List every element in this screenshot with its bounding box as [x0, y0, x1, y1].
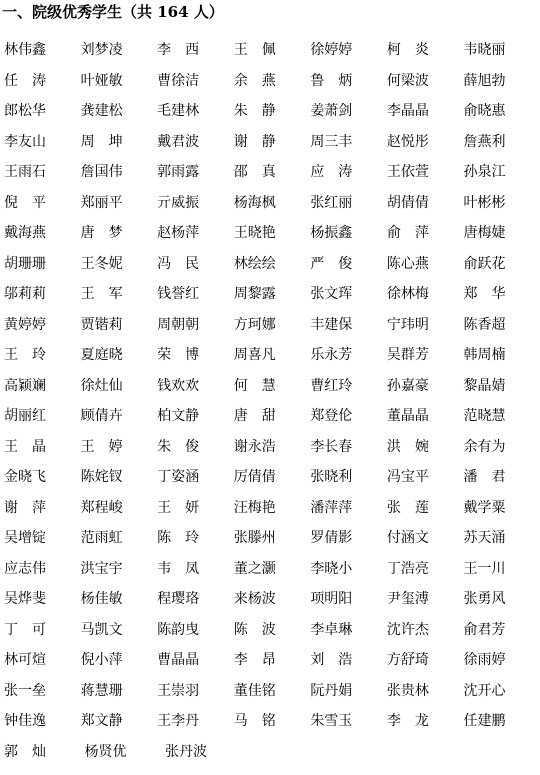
student-name: 薛旭勃: [463, 72, 506, 89]
student-name: 徐林梅: [386, 286, 429, 303]
student-name: 高颖斓: [4, 377, 46, 394]
student-name: 罗倩影: [310, 530, 353, 547]
student-name: 唐梅婕: [463, 225, 506, 242]
student-name: 韦晓丽: [463, 42, 506, 59]
student-name: 阮丹娟: [310, 682, 353, 699]
student-name: 张贵林: [386, 682, 429, 699]
student-name: 陈心燕: [386, 255, 429, 272]
student-name: 叶彬彬: [463, 194, 506, 211]
student-name: 俞 萍: [386, 225, 429, 242]
student-name: 赵悦彤: [386, 133, 429, 150]
name-row: [4, 371, 540, 402]
student-name: 朱 静: [233, 103, 276, 120]
student-name: 李长春: [310, 438, 353, 455]
student-name: 汪梅艳: [233, 499, 276, 516]
student-name: 郑 华: [463, 286, 506, 303]
student-name: 董之灏: [233, 560, 276, 577]
student-name: 曹徐洁: [157, 72, 200, 89]
student-name: 陈韵曳: [157, 621, 200, 638]
student-name: 乐永芳: [310, 347, 353, 364]
name-row: [4, 706, 540, 737]
student-name: 詹国伟: [80, 164, 123, 181]
student-name: 唐 梦: [80, 225, 123, 242]
name-row: [4, 737, 540, 768]
student-name: 邵 真: [233, 164, 276, 181]
student-name: 韩周楠: [463, 347, 506, 364]
student-name: 沈开心: [463, 682, 506, 699]
student-name: 郭 灿: [4, 743, 46, 760]
student-name: 余 燕: [233, 72, 276, 89]
student-name: 郑程峻: [80, 499, 123, 516]
student-name: 丁姿涵: [157, 469, 200, 486]
student-name: 郭雨露: [157, 164, 200, 181]
name-row: [4, 493, 540, 524]
student-name: 李 西: [157, 42, 200, 59]
student-name-grid: [4, 35, 540, 767]
student-name: 刘梦凌: [80, 42, 123, 59]
student-name: 吴增锭: [4, 530, 46, 547]
student-name: 潘萍萍: [310, 499, 353, 516]
name-row: [4, 462, 540, 493]
name-row: [4, 584, 540, 615]
student-name: 范雨虹: [80, 530, 123, 547]
student-name: 陈香超: [463, 316, 506, 333]
student-name: 毛建林: [157, 103, 200, 120]
student-name: 陈 波: [233, 621, 276, 638]
student-name: 王 妍: [157, 499, 200, 516]
student-name: 丰建保: [310, 316, 353, 333]
name-row: [4, 523, 540, 554]
name-row: [4, 96, 540, 127]
student-name: 朱雪玉: [310, 713, 353, 730]
student-name: 贾锴莉: [80, 316, 123, 333]
student-name: 俞君芳: [463, 621, 506, 638]
student-name: 洪宝宇: [80, 560, 123, 577]
student-name: 王 晶: [4, 438, 46, 455]
student-name: 柯 炎: [386, 42, 429, 59]
student-name: 宁玮明: [386, 316, 429, 333]
student-name: 李晶晶: [386, 103, 429, 120]
student-name: 曹红玲: [310, 377, 353, 394]
student-name: 韦 凤: [157, 560, 200, 577]
student-name: 唐 甜: [233, 408, 276, 425]
name-row: [4, 615, 540, 646]
student-name: 应志伟: [4, 560, 46, 577]
student-name: 潘 君: [463, 469, 506, 486]
student-name: 杨贤优: [84, 743, 127, 760]
student-name: 顾倩卉: [80, 408, 123, 425]
student-name: 张滕州: [233, 530, 276, 547]
student-name: 余有为: [463, 438, 506, 455]
student-name: 林可煊: [4, 652, 46, 669]
student-name: 郑登伦: [310, 408, 353, 425]
section-heading: 一、院级优秀学生（共 164 人）: [2, 3, 224, 21]
student-name: 钟佳逸: [4, 713, 46, 730]
student-name: 王雨石: [4, 164, 46, 181]
student-name: 陈 玲: [157, 530, 200, 547]
student-name: 王依萱: [386, 164, 429, 181]
student-name: 吴烨斐: [4, 591, 46, 608]
student-name: 王 军: [80, 286, 123, 303]
student-name: 戴学粟: [463, 499, 506, 516]
student-name: 柏文静: [157, 408, 200, 425]
student-name: 周 坤: [80, 133, 123, 150]
student-name: 倪小萍: [80, 652, 123, 669]
student-name: 王冬妮: [80, 255, 123, 272]
student-name: 钱欢欢: [157, 377, 200, 394]
student-name: 戴君波: [157, 133, 200, 150]
student-name: 胡倩倩: [386, 194, 429, 211]
student-name: 周喜凡: [233, 347, 276, 364]
name-row: [4, 432, 540, 463]
name-row: [4, 676, 540, 707]
student-name: 郑文静: [80, 713, 123, 730]
student-name: 谢 静: [233, 133, 276, 150]
student-name: 何梁波: [386, 72, 429, 89]
student-name: 陈姹钗: [80, 469, 123, 486]
student-name: 李 昂: [233, 652, 276, 669]
student-name: 王崇羽: [157, 682, 200, 699]
student-name: 詹燕利: [463, 133, 506, 150]
student-name: 李卓琳: [310, 621, 353, 638]
student-name: 胡珊珊: [4, 255, 46, 272]
student-name: 夏庭晓: [80, 347, 123, 364]
student-name: 王李丹: [157, 713, 200, 730]
student-name: 姜萧剑: [310, 103, 353, 120]
student-name: 洪 婉: [386, 438, 429, 455]
student-name: 王一川: [463, 560, 506, 577]
student-name: 王 婷: [80, 438, 123, 455]
student-name: 谢永浩: [233, 438, 276, 455]
student-name: 张 莲: [386, 499, 429, 516]
name-row: [4, 218, 540, 249]
student-name: 郎松华: [4, 103, 46, 120]
student-name: 方舒琦: [386, 652, 429, 669]
student-name: 张文珲: [310, 286, 353, 303]
student-name: 鲁 炳: [310, 72, 353, 89]
student-name: 金晓飞: [4, 469, 46, 486]
student-name: 俞晓惠: [463, 103, 506, 120]
student-name: 马 铭: [233, 713, 276, 730]
student-name: 王 玲: [4, 347, 46, 364]
student-name: 王晓艳: [233, 225, 276, 242]
student-name: 孙泉江: [463, 164, 506, 181]
student-name: 杨佳敏: [80, 591, 123, 608]
student-name: 丁 可: [4, 621, 46, 638]
student-name: 冯 民: [157, 255, 200, 272]
student-name: 邬莉莉: [4, 286, 46, 303]
student-name: 戴海燕: [4, 225, 46, 242]
student-name: 张晓利: [310, 469, 353, 486]
student-name: 张一垒: [4, 682, 46, 699]
student-name: 钱誉红: [157, 286, 200, 303]
name-row: [4, 157, 540, 188]
student-name: 刘 浩: [310, 652, 353, 669]
name-row: [4, 340, 540, 371]
student-name: 黄婷婷: [4, 316, 46, 333]
student-name: 周黎露: [233, 286, 276, 303]
name-row: [4, 401, 540, 432]
student-name: 杨海枫: [233, 194, 276, 211]
student-name: 林伟鑫: [4, 42, 46, 59]
student-name: 张勇风: [463, 591, 506, 608]
name-row: [4, 310, 540, 341]
student-name: 王 佩: [233, 42, 276, 59]
student-name: 方珂娜: [233, 316, 276, 333]
student-name: 沈许杰: [386, 621, 429, 638]
student-name: 董佳铭: [233, 682, 276, 699]
student-name: 胡丽红: [4, 408, 46, 425]
student-name: 周三丰: [310, 133, 353, 150]
student-name: 李友山: [4, 133, 46, 150]
student-name: 蒋慧珊: [80, 682, 123, 699]
student-name: 周朝朝: [157, 316, 200, 333]
student-name: 尹玺溥: [386, 591, 429, 608]
student-name: 丁浩亮: [386, 560, 429, 577]
name-row: [4, 249, 540, 280]
name-row: [4, 35, 540, 66]
student-name: 付涵文: [386, 530, 429, 547]
name-row: [4, 645, 540, 676]
student-name: 荣 博: [157, 347, 200, 364]
student-name: 赵杨萍: [157, 225, 200, 242]
name-row: [4, 66, 540, 97]
student-name: 任建鹏: [463, 713, 506, 730]
student-name: 龚建松: [80, 103, 123, 120]
student-name: 吴群芳: [386, 347, 429, 364]
student-name: 杨振鑫: [310, 225, 353, 242]
student-name: 张丹波: [165, 743, 207, 760]
student-name: 孙嘉豪: [386, 377, 429, 394]
student-name: 苏天涌: [463, 530, 506, 547]
student-name: 项明阳: [310, 591, 353, 608]
student-name: 应 涛: [310, 164, 353, 181]
name-row: [4, 188, 540, 219]
student-name: 董晶晶: [386, 408, 429, 425]
student-name: 俞跃花: [463, 255, 506, 272]
student-name: 马凯文: [80, 621, 123, 638]
student-name: 何 慧: [233, 377, 276, 394]
student-name: 来杨波: [233, 591, 276, 608]
student-name: 曹晶晶: [157, 652, 200, 669]
name-row: [4, 127, 540, 158]
student-name: 郑丽平: [80, 194, 123, 211]
student-name: 谢 萍: [4, 499, 46, 516]
student-name: 黎晶婧: [463, 377, 506, 394]
student-name: 叶娅敏: [80, 72, 123, 89]
student-name: 林绘绘: [233, 255, 276, 272]
student-name: 厉倩倩: [233, 469, 276, 486]
student-name: 程璎珞: [157, 591, 200, 608]
student-name: 朱 俊: [157, 438, 200, 455]
student-name: 张红丽: [310, 194, 353, 211]
student-name: 任 涛: [4, 72, 46, 89]
student-name: 李 龙: [386, 713, 429, 730]
student-name: 徐雨婷: [463, 652, 506, 669]
student-name: 倪 平: [4, 194, 46, 211]
student-name: 范晓慧: [463, 408, 506, 425]
name-row: [4, 279, 540, 310]
student-name: 亓威振: [157, 194, 200, 211]
student-name: 徐婷婷: [310, 42, 353, 59]
student-name: 徐灶仙: [80, 377, 123, 394]
student-name: 冯宝平: [386, 469, 429, 486]
name-row: [4, 554, 540, 585]
student-name: 严 俊: [310, 255, 353, 272]
student-name: 李晓小: [310, 560, 353, 577]
